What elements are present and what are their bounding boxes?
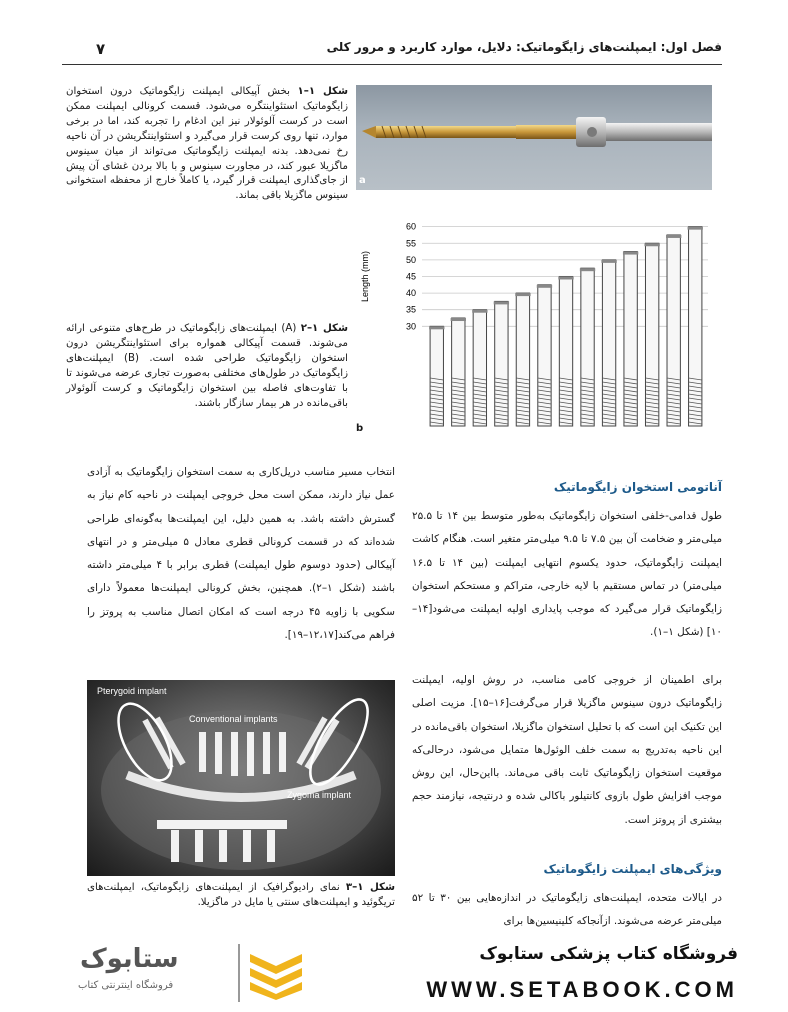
figure2-caption — [66, 322, 348, 411]
y-tick-label: 45 — [405, 271, 416, 282]
footer-banner — [0, 936, 788, 1012]
figure1-label: شکل ۱–۱ — [297, 86, 348, 97]
panel-b-letter: b — [356, 423, 364, 434]
panoramic-xray — [87, 680, 395, 876]
page-header — [62, 30, 722, 65]
store-url[interactable]: WWW.SETABOOK.COM — [426, 977, 738, 1002]
left-paragraph: انتخاب مسیر مناسب دریل‌کاری به سمت استخوان زایگوماتیک به آزادی عمل نیاز دارند، ممکن است محل خروجی ایمپلنت در ناحیه کام نیاز به گسترش داشته باشد. به همین دلیل، این ایمپلنت‌ها به‌گونه‌ای طراحی شده‌اند که در قسمت کرونالی قطری معادل ۵ میلی‌متر و در انتهای آپیکالی (حدود دوسوم طول ایمپلنت) قطری برابر با ۴ میلی‌متر داشته باشند (شکل ۱–۲). همچنین، بخش کرونالی ایمپلنت‌ها معمولاً دارای سکویی با زاویه ۴۵ درجه است که امکان اتصال مناسب به پروتز را فراهم می‌کند[۱۲،۱۷–۱۹]. — [87, 466, 395, 642]
store-name: فروشگاه کتاب پزشکی ستابوک — [479, 944, 738, 964]
y-tick-label: 60 — [405, 221, 416, 232]
heading-features: ویژگی‌های ایمپلنت زایگوماتیک — [543, 862, 722, 876]
implant-length-chart — [356, 214, 712, 434]
implant-bar — [472, 310, 487, 426]
implant-bar — [644, 243, 659, 426]
implant-bar — [601, 260, 616, 426]
figure3-label: شکل ۱–۳ — [345, 882, 395, 893]
right-paragraph-1: طول قدامی-خلفی استخوان زایگوماتیک به‌طور متوسط بین ۱۴ تا ۲۵.۵ میلی‌متر و ضخامت آن بین ۷.۵ تا ۹.۵ میلی‌متر متغیر است. هنگام کاشت ایمپلنت زایگوماتیک، حدود یکسوم انتهایی ایمپلنت (بین ۱۴ تا ۱۶.۵ میلی‌متر) در تماس مستقیم با لایه خارجی، متراکم و مستحکم استخوان زایگوماتیک قرار می‌گیرد که موجب پایداری اولیه ایمپلنت می‌شود[۱۴–۱۰] (شکل ۱–۱). — [412, 510, 723, 639]
right-paragraph-3: در ایالات متحده، ایمپلنت‌های زایگوماتیک در اندازه‌هایی بین ۳۰ تا ۵۲ میلی‌متر عرضه می‌شوند. ازآنجاکه کلینیسین‌ها برای — [412, 892, 722, 928]
xray-illustration — [87, 680, 395, 876]
y-tick-label: 35 — [405, 304, 416, 315]
implant-illustration — [356, 85, 712, 190]
logo-wordmark: ستابوک — [80, 944, 179, 974]
page-number: ۷ — [96, 40, 106, 58]
book-logo-icon — [246, 948, 306, 1000]
figure2-text: (A) ایمپلنت‌های زایگوماتیک در طرح‌های متنوعی ارائه می‌شوند. قسمت آپیکالی همواره برای استئواینتگریشن درون استخوان زایگوماتیک طراحی شده است. (B) ایمپلنت‌های زایگوماتیک در طول‌های مختلفی به‌صورت تجاری عرضه می‌شوند تا با تفاوت‌های فاصله بین استخوان زایگوماتیک و کرست آلوئولار باقی‌مانده در هر بیمار سازگار باشند. — [66, 323, 348, 409]
zygoma-label: Zygoma implant — [287, 790, 352, 800]
chart-svg — [356, 214, 712, 434]
heading-anatomy: آناتومی استخوان زایگوماتیک — [553, 480, 722, 494]
figure3-caption — [87, 880, 395, 910]
y-axis-label: Length (mm) — [360, 250, 370, 302]
implant-bar — [688, 227, 703, 426]
implant-bar — [451, 318, 466, 426]
conventional-label: Conventional implants — [189, 714, 278, 724]
implant-bar — [494, 301, 509, 426]
y-tick-label: 55 — [405, 238, 416, 249]
right-paragraph-2: برای اطمینان از خروجی کامی مناسب، در روش اولیه، ایمپلنت زایگوماتیک درون سینوس ماگزیلا قرار می‌گرفت[۱۶–۱۵]. مزیت اصلی این تکنیک این است که با تحلیل استخوان ماگزیلا، استخوان باقی‌مانده در این ناحیه به‌تدریج به سمت خلف الوئول‌ها متمایل می‌شود، درحالی‌که موقعیت استخوان زایگوماتیک ثابت باقی می‌ماند. بااین‌حال، این روش موجب افزایش طول بازوی کانتیلور باکالی شده و درنتیجه، نیازمند حجم بیشتری از پروتز است. — [412, 674, 722, 826]
figure1-caption — [66, 85, 348, 204]
figure2-label: شکل ۱–۲ — [300, 323, 348, 334]
chapter-title: فصل اول: ایمپلنت‌های زایگوماتیک: دلایل، موارد کاربرد و مرور کلی — [326, 40, 722, 54]
logo-tagline: فروشگاه اینترنتی کتاب — [78, 980, 174, 991]
figure1-text: بخش آپیکالی ایمپلنت زایگوماتیک درون استخوان زایگوماتیک استئواینتگره می‌شود. قسمت کرونالی ایمپلنت ممکن است در کرست آلوئولار نیز این ادغام را تجربه کند، اما در برخی موارد، تنها روی کرست قرار می‌گیرد و استئواینتگریشن در آن ناحیه رخ نمی‌دهد. بدنه ایمپلنت زایگوماتیک می‌تواند از میان سینوس ماگزیلا عبور کند، در مجاورت سینوس و با بالا بردن غشای آن پیش از جای‌گذاری ایمپلنت قرار گیرد، یا کاملاً خارج از محفظه استخوانی سینوس ماگزیلا باقی بماند. — [66, 86, 348, 202]
y-tick-label: 30 — [405, 321, 416, 332]
implant-bar — [537, 285, 552, 426]
implant-photo — [356, 85, 712, 190]
implant-bar — [558, 276, 573, 426]
logo-divider — [238, 944, 240, 1002]
implant-bar — [623, 252, 638, 426]
pterygoid-label: Pterygoid implant — [97, 686, 167, 696]
figure3-text: نمای رادیوگرافیک از ایمپلنت‌های زایگوماتیک، ایمپلنت‌های تریگوئید و ایمپلنت‌های سنتی یا مایل در ماگزیلا. — [87, 882, 395, 908]
panel-a-letter: a — [359, 175, 366, 186]
implant-bar — [429, 326, 444, 426]
y-tick-label: 50 — [405, 254, 416, 265]
y-tick-label: 40 — [405, 288, 416, 299]
implant-bar — [515, 293, 530, 426]
implant-bar — [580, 268, 595, 426]
implant-bar — [666, 235, 681, 426]
